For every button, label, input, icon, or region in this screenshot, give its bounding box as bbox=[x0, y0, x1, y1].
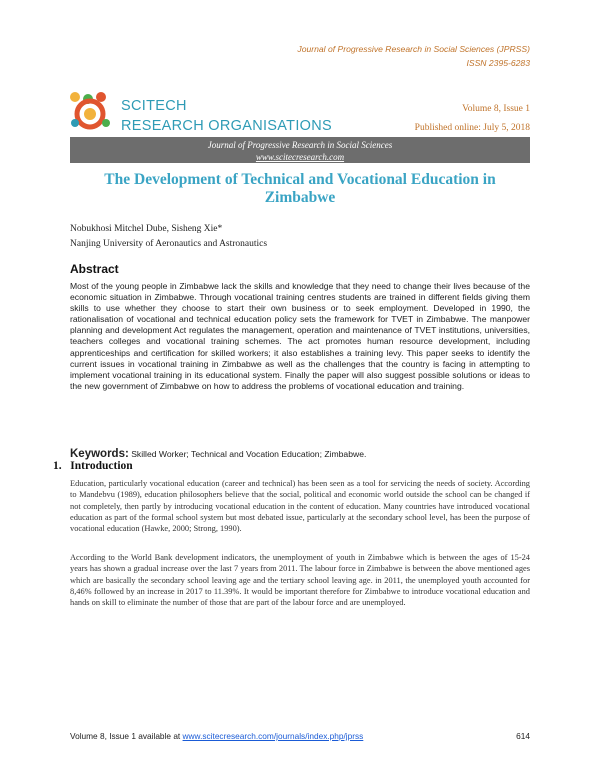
banner-journal-name: Journal of Progressive Research in Social Sciences bbox=[207, 140, 393, 150]
journal-issn: ISSN 2395-6283 bbox=[466, 58, 530, 68]
intro-paragraph-2: According to the World Bank development indicators, the unemployment of youth in Zimbabwe which is between the ages of 15-24 years has shown a gradual increase over the last 7 years from 2011. The labour force in Zimbabwe is between the above mentioned ages which are basically the secondary school leaving age and the tertiary school leaving age. in 2011, the unemployed youth accounted for 8,46% followed by an increase in 2017 to 11.39%. It would be important therefore for Zimbabwe to introduce vocational education and hands on skill to eliminate the number of those that are part of the labour force and are unemployed. bbox=[70, 553, 530, 608]
volume-label: Volume 8, Issue 1 bbox=[462, 104, 530, 114]
footer-journal-link[interactable]: www.scitecresearch.com/journals/index.php/jprss bbox=[182, 731, 364, 741]
brand-line-1: SCITECH bbox=[121, 98, 187, 114]
introduction-heading: 1. Introduction bbox=[53, 460, 133, 472]
published-date: Published online: July 5, 2018 bbox=[414, 123, 530, 133]
page-footer bbox=[70, 731, 530, 741]
issue-info bbox=[415, 100, 530, 138]
author-names: Nobukhosi Mitchel Dube, Sisheng Xie* bbox=[70, 224, 223, 234]
abstract-heading: Abstract bbox=[70, 262, 119, 276]
scitech-logo-icon bbox=[66, 90, 116, 132]
abstract-text: Most of the young people in Zimbabwe lack the skills and knowledge that they need to change their lives because of the economic situation in Zimbabwe. Through vocational training centres students are trained in different fields giving them skills to use whether they choose to start their own business or to seek employment. Developed in 1990, the rationalisation of vocational and technical education policy sets the framework for TVET in Zimbabwe. The manpower planning and development Act regulates the management, operation and maintenance of TVET institutions, universities, teachers colleges and vocational training schemes. The act promotes human resource development, including apprenticeships and certification for skilled workers; it also establishes a training levy. This paper seeks to identify the current issues in vocational training in Zimbabwe as well as the challenges that the country is facing in attempting to implement vocational training in its educational system. Finally the paper will also suggest possible solutions or ideas to the new government of Zimbabwe on how to address the problems of vocational education and training. bbox=[70, 281, 530, 391]
author-affiliation: Nanjing University of Aeronautics and Astronautics bbox=[70, 239, 268, 249]
paper-title: The Development of Technical and Vocational Education in Zimbabwe bbox=[104, 171, 496, 206]
brand-line-2: RESEARCH ORGANISATIONS bbox=[121, 118, 332, 134]
footer-prefix: Volume 8, Issue 1 available at bbox=[70, 731, 181, 741]
journal-header bbox=[297, 42, 530, 70]
author-block bbox=[70, 222, 267, 252]
keywords-label: Keywords: bbox=[70, 448, 129, 460]
banner-url-link[interactable]: www.scitecresearch.com bbox=[255, 152, 345, 162]
page-number: 614 bbox=[516, 731, 530, 741]
intro-paragraph-1: Education, particularly vocational education (career and technical) has been seen as a tool for servicing the needs of society. According to Mandebvu (1989), education philosophers believe that the social, political and economic world outside the school can be changed if not completely, then partly by introducing vocational education in the content of education. Many countries have introduced vocational education as part of the formal school system but most debated issue, particularly at the secondary school level, has been the purpose of vocational education (Hawke, 2000; Strong, 1990). bbox=[70, 479, 530, 534]
journal-banner bbox=[70, 137, 530, 163]
keywords-list: Skilled Worker; Technical and Vocation Education; Zimbabwe. bbox=[131, 449, 367, 459]
journal-name: Journal of Progressive Research in Social Sciences (JPRSS) bbox=[297, 44, 530, 54]
keywords-line bbox=[70, 448, 530, 460]
brand-name bbox=[121, 96, 332, 136]
